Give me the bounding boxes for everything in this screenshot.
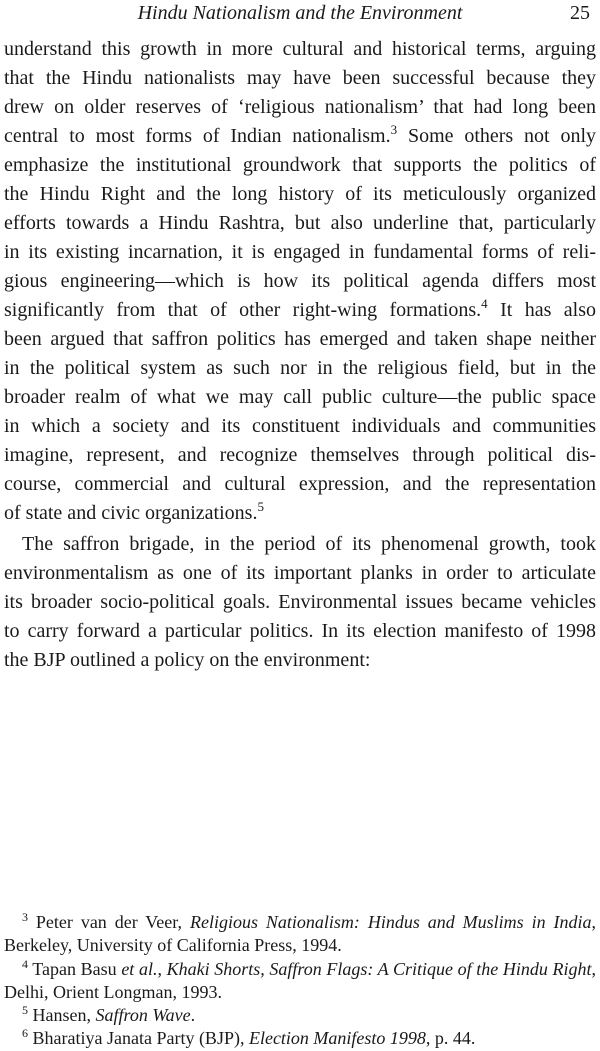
text-line: understand this growth in more cultural and historical terms, arguing — [4, 38, 596, 60]
text-run: . — [190, 1005, 196, 1025]
text-line: emphasize the institutional groundwork that supports the politics of — [4, 154, 596, 176]
work-title: Saffron Wave — [95, 1005, 191, 1025]
footnote-3 — [22, 910, 596, 934]
work-title: Election Manifesto 1998 — [248, 1028, 426, 1048]
text-line: its broader socio-political goals. Environmental issues became vehicles — [4, 591, 596, 613]
text-line — [4, 122, 596, 151]
text-run: et al. — [121, 959, 158, 979]
quote-line — [22, 789, 596, 818]
text-run: , p. 44. — [425, 1028, 476, 1048]
quote-line — [22, 731, 596, 760]
text-line — [4, 296, 596, 325]
text-line: broader realm of what we may call public culture—the public space — [4, 386, 596, 408]
text-run: , — [157, 959, 167, 979]
work-title: Khaki Shorts, Saffron Flags: A Critique of the Hindu Right — [166, 959, 592, 979]
text-run: central to most forms of Indian nationalism. — [4, 125, 391, 147]
footnote-4 — [22, 957, 596, 981]
text-line: in its existing incarnation, it is engaged in fundamental forms of reli- — [4, 241, 596, 263]
text-line: gious engineering—which is how its political agenda differs most — [4, 270, 596, 292]
text-run: Peter van der Veer, — [28, 912, 190, 932]
footnote-mark: 3 — [22, 910, 28, 924]
quote-line — [22, 847, 596, 876]
text-line: the BJP outlined a policy on the environment: — [4, 649, 371, 671]
text-line — [4, 499, 596, 528]
text-run: , — [591, 912, 596, 932]
running-head: Hindu Nationalism and the Environment — [137, 2, 463, 24]
footnote-5 — [22, 1003, 195, 1027]
text-line: course, commercial and cultural expression, and the representation — [4, 473, 596, 495]
footnote-mark: 4 — [22, 957, 28, 971]
text-run: Tapan Basu — [28, 959, 122, 979]
footnote-3-cont: Berkeley, University of California Press, 1994. — [4, 935, 342, 955]
text-line: imagine, represent, and recognize themselves through political dis- — [4, 444, 596, 466]
text-line: efforts towards a Hindu Rashtra, but also underline that, particularly — [4, 212, 596, 234]
footnote-ref-4: 4 — [481, 296, 488, 311]
quote-line — [22, 760, 596, 789]
text-line: that the Hindu nationalists may have been successful because they — [4, 67, 596, 89]
page-header — [0, 0, 600, 28]
footnote-ref-3: 3 — [390, 122, 398, 137]
text-line: environmentalism as one of its important planks in order to articulate — [4, 562, 596, 584]
quote-line — [22, 702, 596, 731]
text-line: in which a society and its constituent individuals and communities — [4, 415, 596, 437]
text-line: been argued that saffron politics has emerged and taken shape neither — [4, 328, 596, 350]
text-run: Some others not only — [397, 125, 596, 147]
footnote-mark: 5 — [22, 1003, 28, 1017]
footnote-ref-5: 5 — [257, 499, 264, 514]
footnote-4-cont: Delhi, Orient Longman, 1993. — [4, 982, 222, 1002]
quote-line — [22, 818, 596, 847]
text-run: Hansen, — [28, 1005, 96, 1025]
text-line: drew on older reserves of ‘religious nationalism’ that had long been — [4, 96, 596, 118]
footnote-6 — [22, 1026, 475, 1050]
text-run: It has also — [487, 299, 597, 321]
work-title: Religious Nationalism: Hindus and Muslims in India — [189, 912, 592, 932]
text-line: in the political system as such nor in the religious field, but in the — [4, 357, 596, 379]
text-line: to carry forward a particular politics. In its election manifesto of 1998 — [4, 620, 596, 642]
text-run: , — [591, 959, 596, 979]
text-run: significantly from that of other right-wing formations. — [4, 299, 482, 321]
text-line: the Hindu Right and the long history of its meticulously organized — [4, 183, 596, 205]
text-run: of state and civic organizations. — [4, 502, 258, 524]
text-run: Bharatiya Janata Party (BJP), — [28, 1028, 249, 1048]
page-number: 25 — [570, 2, 590, 24]
text-line: The saffron brigade, in the period of its phenomenal growth, took — [22, 533, 596, 555]
footnote-mark: 6 — [22, 1026, 28, 1040]
